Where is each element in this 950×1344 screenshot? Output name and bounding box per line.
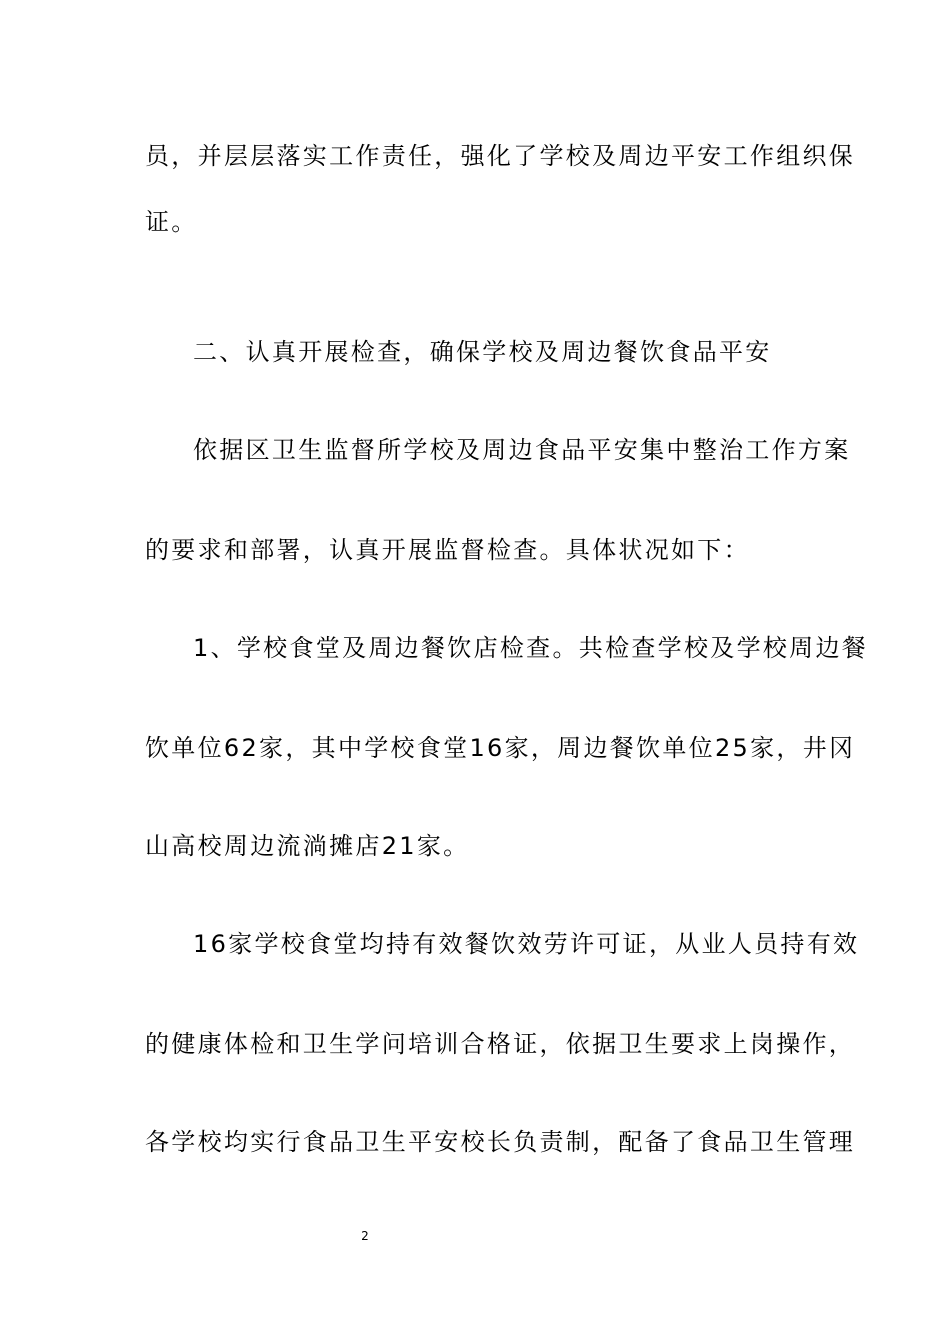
section-heading: 二、认真开展检查，确保学校及周边餐饮食品平安 xyxy=(193,338,772,366)
text-line: 饮单位62家，其中学校食堂16家，周边餐饮单位25家，井冈 xyxy=(145,734,856,762)
page-number: 2 xyxy=(361,1229,369,1243)
text-line: 员，并层层落实工作责任，强化了学校及周边平安工作组织保 xyxy=(145,142,856,170)
text-line: 1、学校食堂及周边餐饮店检查。共检查学校及学校周边餐 xyxy=(193,634,869,662)
text-line: 的健康体检和卫生学问培训合格证，依据卫生要求上岗操作， xyxy=(145,1030,856,1058)
text-line: 山高校周边流淌摊店21家。 xyxy=(145,832,470,860)
text-line: 的要求和部署，认真开展监督检查。具体状况如下： xyxy=(145,536,750,564)
text-line: 各学校均实行食品卫生平安校长负责制，配备了食品卫生管理 xyxy=(145,1128,856,1156)
text-line: 证。 xyxy=(145,208,198,236)
text-line: 16家学校食堂均持有效餐饮效劳许可证，从业人员持有效 xyxy=(193,930,860,958)
text-line: 依据区卫生监督所学校及周边食品平安集中整治工作方案 xyxy=(193,436,851,464)
